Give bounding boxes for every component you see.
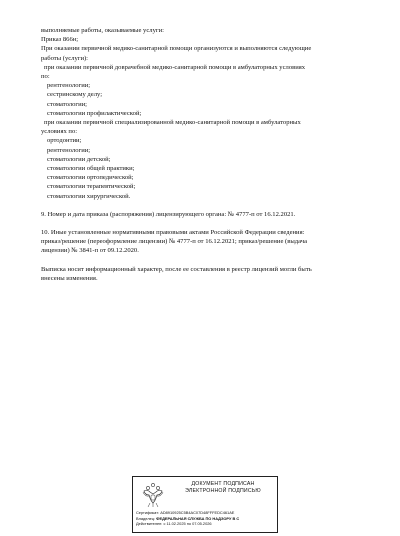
text-line: выполняемые работы, оказываемые услуги: [41,27,164,34]
text-line: условиях по: [41,128,78,136]
item-10-line: лицензии) № 3841-п от 09.12.2020. [41,247,139,255]
list-item: рентгенологии; [47,146,91,154]
list-item: стоматологии общей практики; [47,165,135,173]
list-item: стоматологии хирургической. [47,192,131,200]
list-item: стоматологии; [47,100,87,108]
stamp-details [136,510,277,527]
list-item: сестринскому делу; [47,91,103,99]
spacer [41,219,371,228]
text-line: Приказ 866н; [41,36,79,44]
item-9-order-number: 9. Номер и дата приказа (распоряжения) лицензирующего органа: № 4777-п от 16.12.2021. [41,210,296,218]
list-item: стоматологии профилактической; [47,109,142,117]
electronic-signature-stamp [132,476,278,533]
text-line: при оказании первичной доврачебной медико-санитарной помощи в амбулаторных условиях [44,63,306,71]
owner-value: ФЕДЕРАЛЬНАЯ СЛУЖБА ПО НАДЗОРУ В С [156,515,240,521]
double-headed-eagle-icon [141,482,165,508]
text-line: при оказании первичной специализированной медико-санитарной помощи в амбулаторных [44,119,301,127]
item-10-line: приказ/решение (переоформление лицензии) № 4777-п от 16.12.2021; приказ/решение (выдача [41,238,308,246]
list-item: рентгенологии; [47,82,91,90]
item-10-line: 10. Иные установленные нормативными правовыми актами Российской Федерации сведения: [41,229,305,237]
list-item: ортодонтии; [47,137,82,145]
disclaimer-line: Выписка носит информационный характер, после ее составления в реестр лицензий могли быть [41,265,312,273]
stamp-title [171,481,275,494]
list-item: стоматологии терапевтической; [47,183,136,191]
stamp-title-line: ЭЛЕКТРОННОЙ ПОДПИСЬЮ [185,487,261,494]
list-item: стоматологии ортопедической; [47,174,134,182]
certificate-value: AD8910925C5B4AC07D48FFFEDC461AE [160,510,235,515]
spacer [41,201,371,210]
validity-row: Действителен: с 11.02.2025 по 07.05.2026 [136,521,212,527]
stamp-title-line: ДОКУМЕНТ ПОДПИСАН [191,481,255,487]
text-line: по: [41,73,50,81]
certificate-label: Сертификат: [136,510,160,515]
owner-label: Владелец: [136,515,156,521]
text-line: При оказании первичной медико-санитарной помощи организуются и выполняются следующие [41,45,312,53]
list-item: стоматологии детской; [47,155,111,163]
spacer [41,256,371,265]
disclaimer-line: внесены изменения. [41,274,98,282]
text-line: работы (услуги): [41,54,89,62]
document-page [41,26,371,283]
